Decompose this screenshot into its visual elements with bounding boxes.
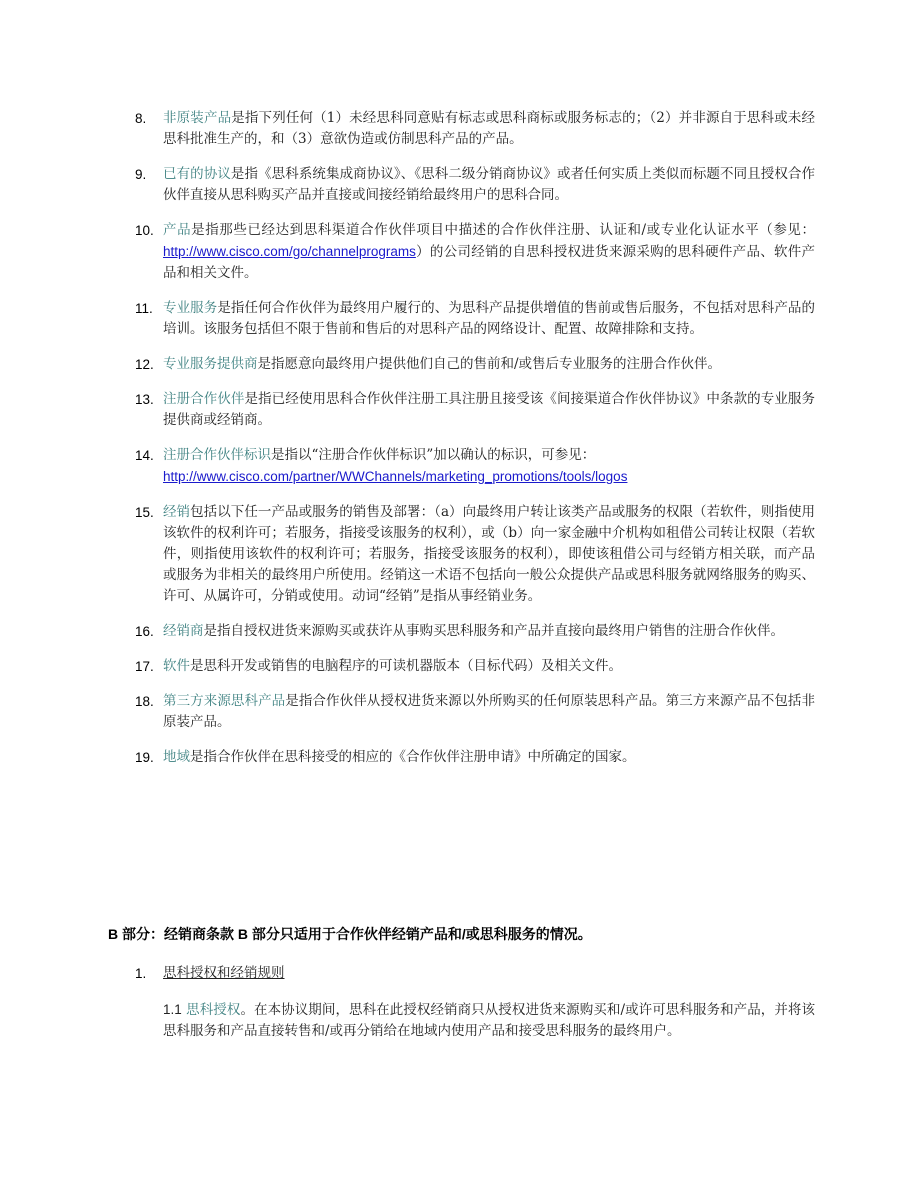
partner-logos-link[interactable]: http://www.cisco.com/partner/WWChannels/marketing_promotions/tools/logos — [163, 469, 628, 484]
definition-item — [135, 108, 815, 150]
defined-term: 注册合作伙伴 — [163, 391, 245, 407]
item-number: 18. — [135, 694, 154, 709]
definition-item — [135, 354, 815, 375]
defined-term: 软件 — [163, 658, 190, 674]
definition-text: 包括以下任一产品或服务的销售及部署：（a）向最终用户转让该类产品或服务的权限（若软件，则指使用该软件的权利许可；若服务，指接受该服务的权利），或（b）向一家金融中介机构如租借公司转让权限（若软件，则指使用该软件的权利许可；若服务，指接受该服务的权利），即使该租借公司与经销方相关联，而产品或服务为非相关的最终用户所使用。经销这一术语不包括向一般公众提供产品或思科服务就网络服务的购买、许可、从属许可，分销或使用。动词“经销”是指从事经销业务。 — [163, 504, 815, 604]
item-number: 13. — [135, 392, 154, 407]
definition-item — [135, 220, 815, 284]
item-number: 14. — [135, 448, 154, 463]
item-number: 10. — [135, 223, 154, 238]
definition-text: 是指下列任何（1）未经思科同意贴有标志或思科商标或服务标志的；（2）并非源自于思科或未经思科批准生产的，和（3）意欲伪造或仿制思科产品的产品。 — [163, 110, 816, 147]
definitions-list — [135, 108, 815, 782]
definition-text: 是指自授权进货来源购买或获许从事购买思科服务和产品并直接向最终用户销售的注册合作伙伴。 — [203, 623, 784, 639]
definition-item — [135, 164, 815, 206]
definition-text: 是指已经使用思科合作伙伴注册工具注册且接受该《间接渠道合作伙伴协议》中条款的专业服务提供商或经销商。 — [163, 391, 816, 428]
paragraph-1-1 — [163, 999, 815, 1042]
definition-text: 是指合作伙伴从授权进货来源以外所购买的任何原装思科产品。第三方来源产品不包括非原装产品。 — [163, 693, 815, 730]
defined-term: 非原装产品 — [163, 110, 232, 126]
section-b-heading: B 部分：经销商条款 B 部分只适用于合作伙伴经销产品和/或思科服务的情况。 — [108, 926, 592, 942]
definition-text: 是指以“注册合作伙伴标识”加以确认的标识，可参见： — [271, 447, 596, 463]
defined-term: 专业服务 — [163, 300, 218, 316]
paragraph-number: 1.1 — [163, 1002, 182, 1017]
definition-item — [135, 747, 815, 768]
item-number: 15. — [135, 505, 154, 520]
subsection-heading: 思科授权和经销规则 — [163, 965, 285, 981]
defined-term: 注册合作伙伴标识 — [163, 447, 271, 463]
definition-item — [135, 298, 815, 340]
defined-term: 已有的协议 — [163, 166, 231, 182]
item-number: 19. — [135, 750, 154, 765]
definition-item — [135, 691, 815, 733]
definition-item — [135, 502, 815, 607]
definition-item — [135, 621, 815, 642]
definition-text: ）的公司经销的自思科授权进货来源采购的思科硬件产品、软件产品和相关文件。 — [163, 244, 815, 281]
subsection-number: 1. — [135, 966, 147, 981]
item-number: 17. — [135, 659, 154, 674]
item-number: 9. — [135, 167, 147, 182]
defined-term: 产品 — [163, 222, 192, 238]
item-number: 12. — [135, 357, 154, 372]
definition-text: 是指愿意向最终用户提供他们自己的售前和/或售后专业服务的注册合作伙伴。 — [257, 356, 722, 372]
definition-text: 是指合作伙伴在思科接受的相应的《合作伙伴注册申请》中所确定的国家。 — [190, 749, 636, 765]
definition-text: 是思科开发或销售的电脑程序的可读机器版本（目标代码）及相关文件。 — [190, 658, 622, 674]
defined-term: 专业服务提供商 — [163, 356, 258, 372]
definition-text: 是指《思科系统集成商协议》、《思科二级分销商协议》或者任何实质上类似而标题不同且授权合作伙伴直接从思科购买产品并直接或间接经销给最终用户的思科合同。 — [163, 166, 816, 203]
paragraph-text: 。在本协议期间，思科在此授权经销商只从授权进货来源购买和/或许可思科服务和产品，并将该思科服务和产品直接转售和/或再分销给在地域内使用产品和接受思科服务的最终用户。 — [163, 1002, 816, 1039]
item-number: 16. — [135, 624, 154, 639]
channel-programs-link[interactable]: http://www.cisco.com/go/channelprograms — [163, 244, 416, 259]
defined-term: 经销 — [163, 504, 191, 520]
definition-item — [135, 445, 815, 488]
definition-text: 是指任何合作伙伴为最终用户履行的、为思科产品提供增值的售前或售后服务，不包括对思科产品的培训。该服务包括但不限于售前和售后的对思科产品的网络设计、配置、故障排除和支持。 — [163, 300, 816, 337]
definition-item — [135, 656, 815, 677]
defined-term: 第三方来源思科产品 — [163, 693, 286, 709]
defined-term: 经销商 — [163, 623, 204, 639]
definition-item — [135, 389, 815, 431]
item-number: 8. — [135, 111, 147, 126]
item-number: 11. — [135, 301, 153, 316]
definition-text: 是指那些已经达到思科渠道合作伙伴项目中描述的合作伙伴注册、认证和/或专业化认证水平（参见： — [191, 222, 815, 238]
defined-term: 思科授权 — [186, 1002, 241, 1018]
defined-term: 地域 — [163, 749, 190, 765]
